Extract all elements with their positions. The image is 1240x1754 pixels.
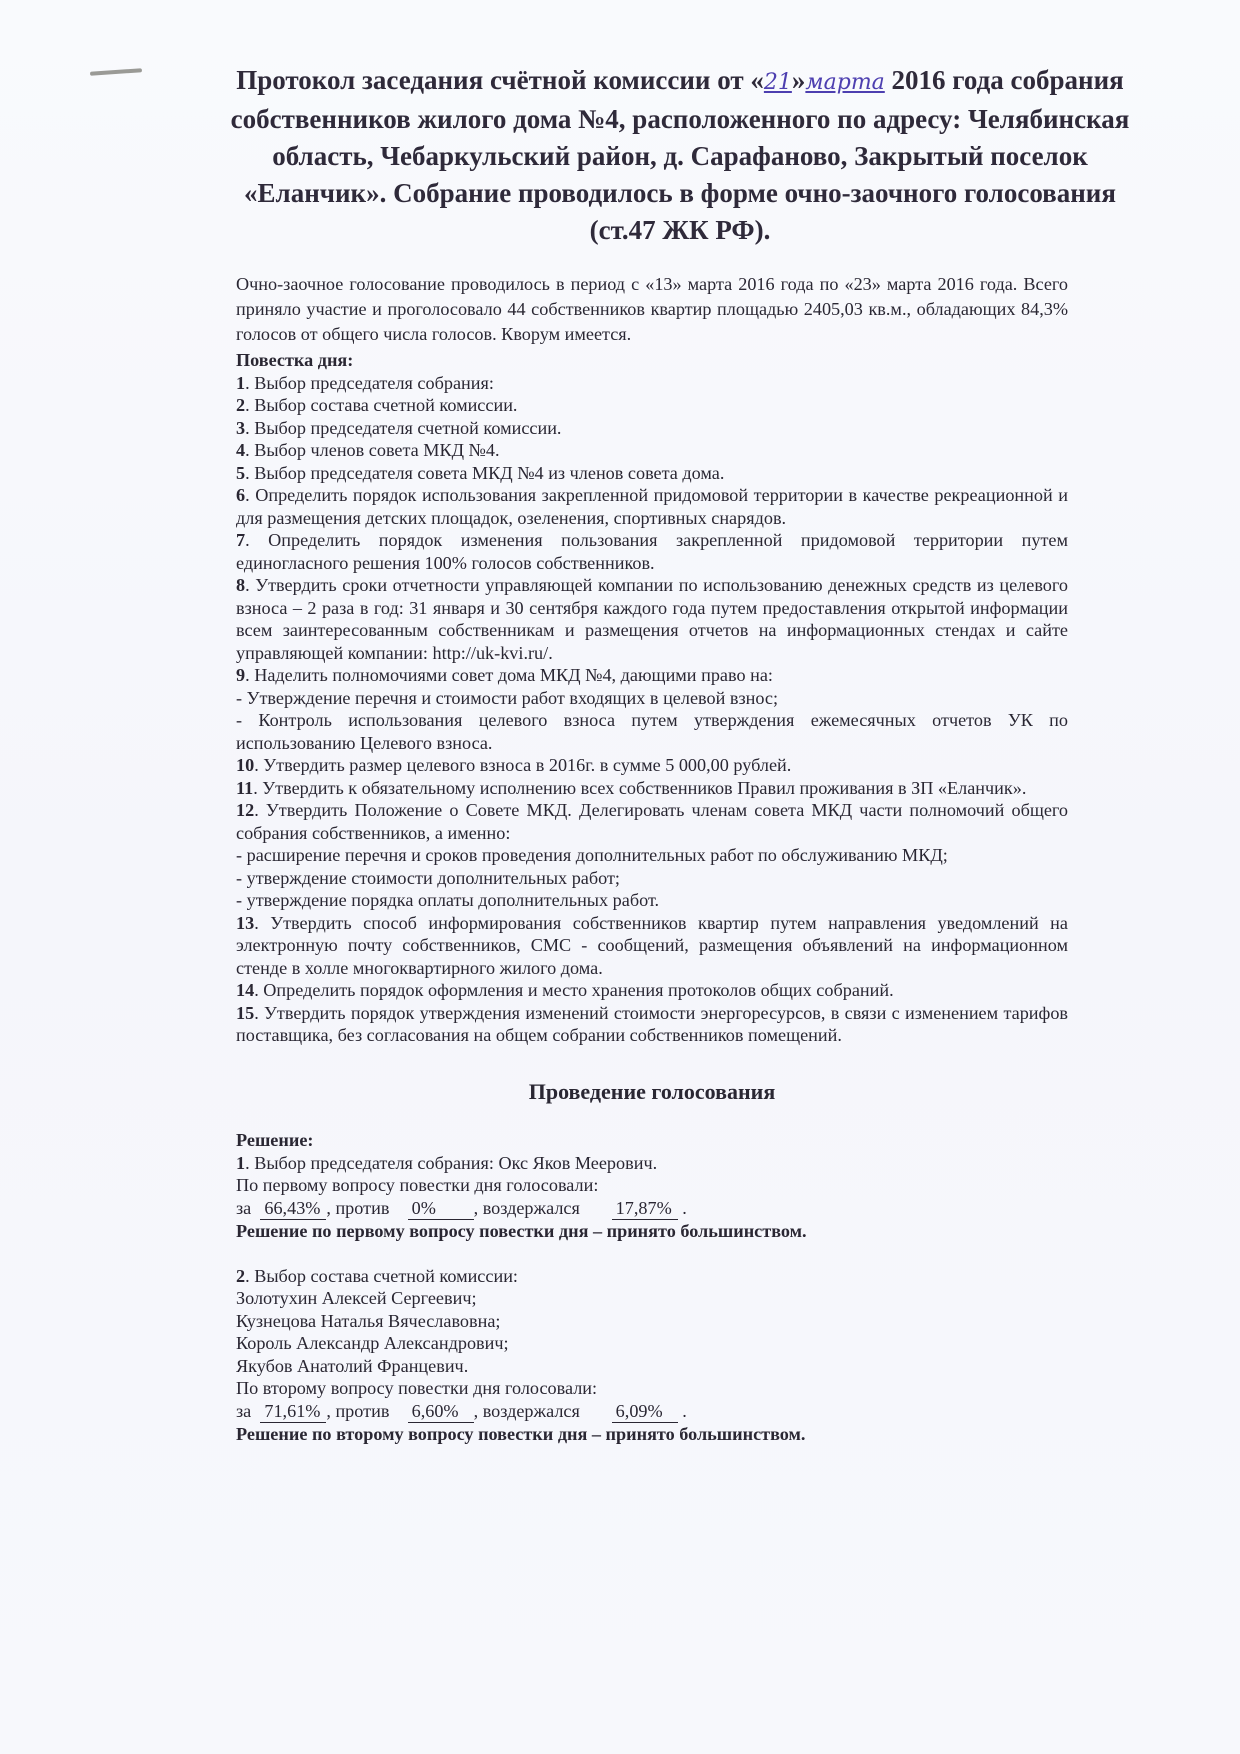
commission-member: Золотухин Алексей Сергеевич;: [236, 1288, 477, 1308]
agenda-subitem: - расширение перечня и сроков проведения дополнительных работ по обслуживанию МКД;: [236, 845, 948, 865]
question-1-voted-line: По первому вопросу повестки дня голосовали:: [236, 1175, 599, 1195]
agenda-item-text: . Утвердить способ информирования собственников квартир путем направления уведомлений на электронную почту собственников, СМС - сообщений, размещения объявлений на информационном стенде в холле многоквартирного жилого дома.: [236, 912, 1068, 978]
question-number: 1: [236, 1152, 246, 1173]
question-2-block: [236, 1265, 1068, 1446]
agenda-item-text: . Утвердить сроки отчетности управляющей компании по использованию денежных средств из целевого взноса – 2 раза в год: 31 января и 30 сентября каждого года путем предоставления открытой информации всем заинтересованным собственникам и размещения отчетов на информационных стендах и сайте управляющей компании: http://uk-kvi.ru/.: [236, 575, 1068, 663]
agenda-item-text: . Выбор состава счетной комиссии.: [245, 395, 518, 415]
agenda-item-text: . Утвердить порядок утверждения изменений стоимости энергоресурсов, в связи с изменением тарифов поставщика, без согласования на общем собрании собственников помещений.: [236, 1002, 1068, 1045]
agenda-item: [236, 1002, 1068, 1047]
agenda-item-text: . Утвердить к обязательному исполнению всех собственников Правил проживания в ЗП «Еланчик».: [253, 777, 1027, 798]
agenda-item-number: 11: [236, 777, 254, 798]
handwritten-day: 21: [763, 70, 792, 95]
question-1-vote-results: [236, 1197, 1068, 1221]
agenda-item-number: 2: [236, 395, 246, 415]
against-value: 6,60%: [408, 1400, 474, 1424]
agenda-item-number: 10: [236, 755, 255, 775]
title-part-3: 2016 года собрания собственников жилого дома №4, расположенного по адресу: Челябинская область, Чебаркульский район, д. Сарафаново, Закрытый поселок «Еланчик». Собрание проводилось в форме очно-заочного голосования (ст.47 ЖК РФ).: [230, 65, 1130, 245]
agenda-item-text: . Наделить полномочиями совет дома МКД №4, дающими право на:: [245, 665, 773, 685]
voting-section-title: Проведение голосования: [528, 1078, 776, 1104]
agenda-item: [236, 372, 1068, 395]
agenda-item: [236, 462, 1068, 485]
agenda-item: [236, 439, 1068, 462]
intro-section: [236, 272, 1068, 347]
document-body: [236, 272, 1068, 1446]
intro-paragraph: Очно-заочное голосование проводилось в период с «13» марта 2016 года по «23» марта 2016 года. Всего приняло участие и проголосовало 44 собственников квартир площадью 2405,03 кв.м., обладающих 84,3% голосов от общего числа голосов. Кворум имеется.: [236, 274, 1068, 344]
voting-section: [236, 1129, 1068, 1446]
for-value: 66,43%: [260, 1197, 326, 1221]
agenda-item-text: . Определить порядок изменения пользования закрепленной придомовой территории путем единогласного решения 100% голосов собственников.: [236, 530, 1068, 573]
agenda-item-number: 5: [236, 462, 246, 483]
question-1-result: Решение по первому вопросу повестки дня – принято большинством.: [236, 1221, 807, 1241]
question-2-title: [236, 1265, 1068, 1288]
agenda-item-number: 3: [236, 417, 246, 438]
agenda-item-text: . Выбор членов совета МКД №4.: [245, 440, 500, 460]
agenda-item-text: . Определить порядок использования закрепленной придомовой территории в качестве рекреационной и для размещения детских площадок, озеленения, спортивных снарядов.: [236, 485, 1068, 528]
agenda-item-text: . Утвердить размер целевого взноса в 2016г. в сумме 5 000,00 рублей.: [254, 755, 792, 775]
agenda-item: [236, 799, 1068, 844]
agenda-item-text: . Выбор председателя совета МКД №4 из членов совета дома.: [245, 462, 725, 483]
agenda-item: [236, 394, 1068, 417]
abstain-label: , воздержался: [473, 1197, 580, 1218]
question-1-title: [236, 1152, 1068, 1175]
for-label: за: [236, 1197, 252, 1218]
agenda-item-number: 4: [236, 440, 246, 460]
abstain-label: , воздержался: [473, 1400, 580, 1421]
abstain-value: 17,87%: [612, 1197, 678, 1221]
document-title: [230, 62, 1130, 249]
agenda-item: [236, 417, 1068, 440]
against-value: 0%: [408, 1197, 474, 1221]
handwritten-month: марта: [805, 70, 885, 95]
question-text: . Выбор председателя собрания: Окс Яков Меерович.: [245, 1152, 658, 1173]
agenda-item: [236, 777, 1068, 800]
end-dot: .: [682, 1400, 687, 1421]
abstain-value: 6,09%: [612, 1400, 678, 1424]
scan-artifact-mark: [90, 68, 142, 76]
agenda-item-number: 6: [236, 485, 246, 505]
agenda-item-text: . Утвердить Положение о Совете МКД. Делегировать членам совета МКД части полномочий общего собрания собственников, а именно:: [236, 800, 1068, 843]
title-part-2: »: [791, 65, 806, 95]
question-text: . Выбор состава счетной комиссии:: [245, 1265, 518, 1286]
question-number: 2: [236, 1265, 246, 1286]
agenda-item: [236, 484, 1068, 529]
agenda-subitem: - утверждение стоимости дополнительных работ;: [236, 867, 620, 888]
agenda-item: [236, 979, 1068, 1002]
agenda-subitem: - Утверждение перечня и стоимости работ входящих в целевой взнос;: [236, 687, 779, 708]
spacer: [236, 1243, 1068, 1265]
agenda-item: [236, 754, 1068, 777]
for-label: за: [236, 1400, 252, 1421]
question-2-voted-line: По второму вопросу повестки дня голосовали:: [236, 1378, 598, 1398]
agenda-section: [236, 349, 1068, 1047]
agenda-item-number: 7: [236, 530, 246, 550]
decision-heading: Решение:: [236, 1130, 314, 1150]
agenda-item-number: 15: [236, 1002, 255, 1023]
agenda-item-text: . Выбор председателя счетной комиссии.: [245, 417, 562, 438]
agenda-item-text: . Определить порядок оформления и место хранения протоколов общих собраний.: [254, 980, 894, 1000]
agenda-item: [236, 912, 1068, 980]
agenda-item-number: 9: [236, 665, 246, 685]
against-label: , против: [326, 1400, 390, 1421]
question-2-vote-results: [236, 1400, 1068, 1424]
agenda-item-number: 13: [236, 912, 255, 933]
commission-member: Король Александр Александрович;: [236, 1333, 509, 1353]
against-label: , против: [326, 1197, 390, 1218]
agenda-item: [236, 574, 1068, 664]
agenda-subitem: - Контроль использования целевого взноса путем утверждения ежемесячных отчетов УК по использованию Целевого взноса.: [236, 710, 1068, 753]
question-1-block: [236, 1152, 1068, 1243]
agenda-item: [236, 664, 1068, 687]
agenda-item-number: 8: [236, 575, 246, 595]
agenda-heading: Повестка дня:: [236, 350, 354, 370]
for-value: 71,61%: [260, 1400, 326, 1424]
end-dot: .: [682, 1197, 687, 1218]
title-part-1: Протокол заседания счётной комиссии от «: [236, 65, 764, 95]
agenda-item-number: 12: [236, 800, 255, 820]
commission-member: Якубов Анатолий Францевич.: [236, 1355, 469, 1376]
agenda-item: [236, 529, 1068, 574]
agenda-item-number: 1: [236, 372, 246, 393]
agenda-subitem: - утверждение порядка оплаты дополнительных работ.: [236, 890, 660, 910]
agenda-item-number: 14: [236, 980, 255, 1000]
commission-member: Кузнецова Наталья Вячеславовна;: [236, 1310, 501, 1331]
agenda-item-text: . Выбор председателя собрания:: [245, 372, 494, 393]
question-2-result: Решение по второму вопросу повестки дня – принято большинством.: [236, 1424, 806, 1444]
